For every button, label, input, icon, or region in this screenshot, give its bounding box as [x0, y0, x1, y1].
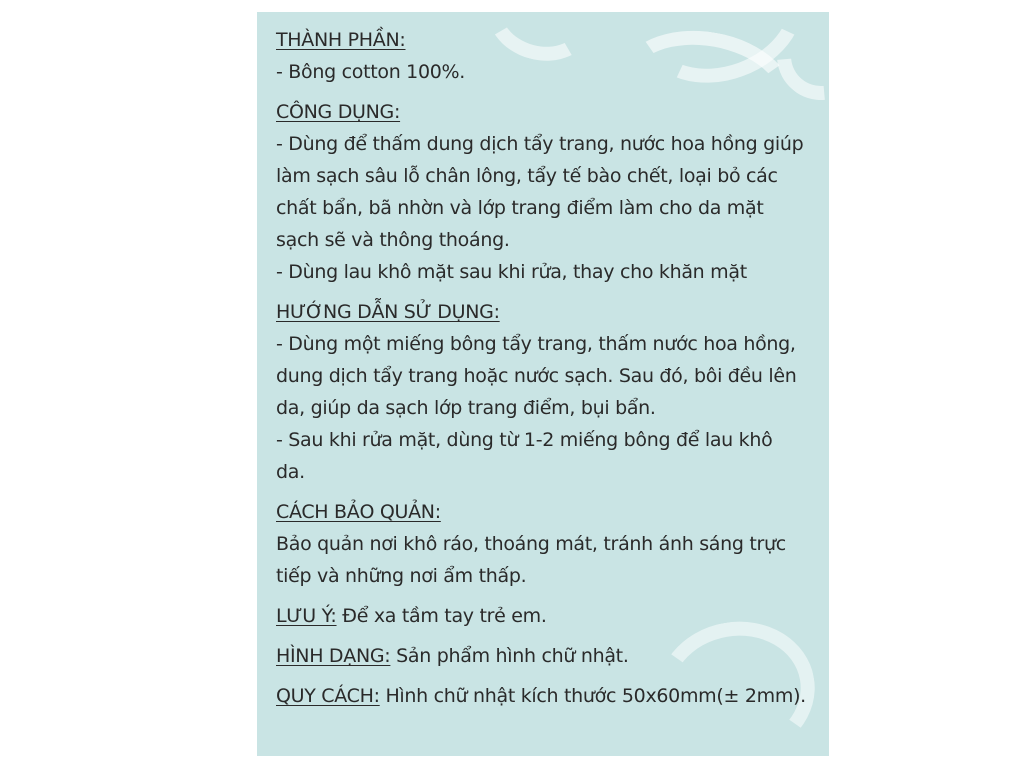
note-line: [276, 600, 821, 632]
section-storage: [276, 496, 821, 592]
instructions-line: da, giúp da sạch lớp trang điểm, bụi bẩn.: [276, 397, 656, 419]
uses-line: - Dùng lau khô mặt sau khi rửa, thay cho khăn mặt: [276, 261, 747, 283]
product-info-label: [257, 12, 829, 756]
label-text: [276, 24, 821, 712]
instructions-heading: HƯỚNG DẪN SỬ DỤNG:: [276, 301, 500, 323]
uses-line: - Dùng để thấm dung dịch tẩy trang, nước hoa hồng giúp: [276, 133, 804, 155]
ingredients-line: - Bông cotton 100%.: [276, 61, 466, 83]
spec-text: Hình chữ nhật kích thước 50x60mm(± 2mm).: [379, 685, 806, 707]
uses-heading: CÔNG DỤNG:: [276, 101, 401, 123]
instructions-line: - Dùng một miếng bông tẩy trang, thấm nước hoa hồng,: [276, 333, 796, 355]
instructions-line: - Sau khi rửa mặt, dùng từ 1-2 miếng bông để lau khô: [276, 429, 773, 451]
storage-line: Bảo quản nơi khô ráo, thoáng mát, tránh ánh sáng trực: [276, 533, 786, 555]
instructions-line: dung dịch tẩy trang hoặc nước sạch. Sau đó, bôi đều lên: [276, 365, 797, 387]
uses-line: làm sạch sâu lỗ chân lông, tẩy tế bào chết, loại bỏ các: [276, 165, 778, 187]
instructions-line: da.: [276, 461, 305, 483]
uses-line: chất bẩn, bã nhờn và lớp trang điểm làm cho da mặt: [276, 197, 764, 219]
note-text: Để xa tầm tay trẻ em.: [336, 605, 547, 627]
section-uses: [276, 96, 821, 288]
uses-line: sạch sẽ và thông thoáng.: [276, 229, 510, 251]
shape-line: [276, 640, 821, 672]
spec-line: [276, 680, 821, 712]
ingredients-heading: THÀNH PHẦN:: [276, 29, 406, 51]
storage-line: tiếp và những nơi ẩm thấp.: [276, 565, 527, 587]
note-label: LƯU Ý:: [276, 605, 337, 627]
shape-label: HÌNH DẠNG:: [276, 645, 391, 667]
storage-heading: CÁCH BẢO QUẢN:: [276, 501, 441, 523]
section-instructions: [276, 296, 821, 488]
spec-label: QUY CÁCH:: [276, 685, 380, 707]
shape-text: Sản phẩm hình chữ nhật.: [390, 645, 629, 667]
section-ingredients: [276, 24, 821, 88]
